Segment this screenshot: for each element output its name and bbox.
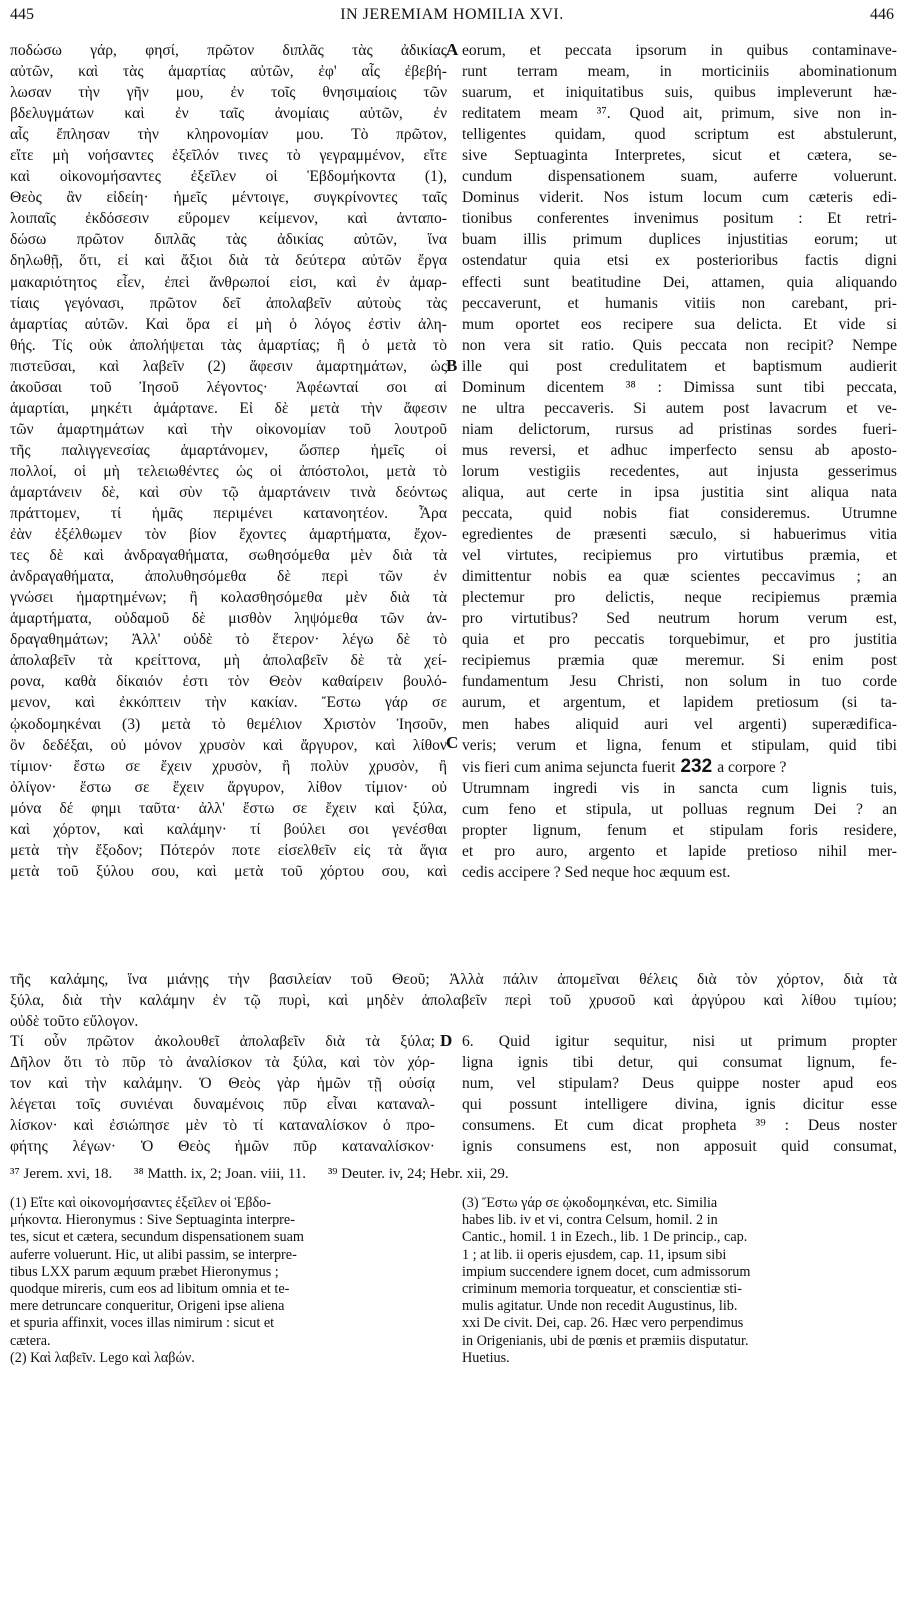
footnote-line: auferre voluerunt. Hic, ut alibi passim, se interpre- — [10, 1246, 297, 1263]
greek-text-line: καὶ χόρτον, καὶ καλάμην· τί βούλει σοι γενέσθαι — [10, 820, 447, 838]
latin-text-line: propter lignum, fenum et stipulam foris residere, — [462, 821, 897, 839]
latin-text-line: Dominus viderit. Nos istum locum cum cæteris edi- — [462, 189, 897, 207]
margin-marker-b: B — [446, 356, 458, 375]
footnote-line: (1) Εἴτε καὶ οἰκονομήσαντες ἐξεῖλεν οἱ Ἑβδο- — [10, 1195, 271, 1211]
latin-text-line: Utrumnam ingredi vis in sancta cum lignis tuis, — [462, 779, 897, 797]
latin-text-line: pro virtutibus? Sed neutrum horum verum est, — [462, 610, 897, 628]
latin-text-line: quia et pro peccatis torquebimur, et pro justitia — [462, 631, 897, 649]
page-number-right: 446 — [870, 6, 894, 23]
latin-text-line: Dominum dicentem ³⁸ : Dimissa sunt tibi peccata, — [462, 378, 897, 396]
greek-text-line: αἷς ἔπλησαν τὴν κληρονομίαν μου. Τὸ πρῶτον, — [10, 126, 447, 144]
greek-text-line: δώσω πρῶτον διπλᾶς τὰς ἀδικίας αὐτῶν, ἵνα — [10, 231, 447, 249]
greek-text-line: μόνα δέ φημι ταῦτα· ἀλλ' ἔστω σε ἔχειν καὶ ξύλα, — [10, 799, 447, 817]
greek-text-line: Δῆλον ὅτι τὸ πῦρ τὸ ἀναλίσκον τὰ ξύλα, καὶ τὸν χόρ- — [10, 1054, 435, 1072]
greek-text-line: τίμιον· ἔστω σε ἔχειν χρυσὸν, ἢ πολὺν χρυσὸν, ἢ — [10, 757, 447, 775]
greek-text-line: ὃν δεδέξαι, οὐ μόνον χρυσὸν καὶ ἄργυρον, καὶ λίθον — [10, 736, 447, 754]
footnote-line: tibus LXX parum æquum præbet Hieronymus ; — [10, 1263, 279, 1280]
footnote-line: 1 ; at lib. ii operis ejusdem, cap. 11, ipsum sibi — [462, 1246, 727, 1263]
greek-text-line: ἁμαρτίας αὐτῶν. Καὶ ὅρα εἰ μὴ ὁ λόγος ἐστὶν ἀλη- — [10, 315, 447, 333]
latin-text-line: recipiemus præmia quæ meremur. Si enim post — [462, 652, 897, 670]
reference-39: ³⁹ Deuter. iv, 24; Hebr. xii, 29. — [327, 1166, 509, 1182]
latin-text-line: ligna ignis tibi detur, qui consumat lignum, fe- — [462, 1054, 897, 1072]
page-header — [10, 6, 894, 28]
scripture-references — [10, 1166, 897, 1183]
greek-text-line: ἐὰν ἐξέλθωμεν τὸν βίον ἔχοντες ἁμαρτήματα, ἔχον- — [10, 526, 447, 544]
footnote-line: mere detruncare conqueritur, Origeni ipse aliena — [10, 1298, 285, 1315]
greek-text-line: Τί οὖν πρῶτον ἀκολουθεῖ ἀπολαβεῖν διὰ τὰ ξύλα; — [10, 1033, 435, 1050]
page-number-left: 445 — [10, 6, 34, 23]
greek-text-line: τες δὲ καὶ ἀνδραγαθήματα, σωθησόμεθα μὲν διὰ τὰ — [10, 547, 447, 565]
greek-text-line: ᾠκοδομηκέναι (3) μετὰ τὸ θεμέλιον Χριστὸν Ἰησοῦν, — [10, 715, 447, 733]
latin-text-line: egredientes de præsenti sæculo, si habuerimus vitia — [462, 526, 897, 544]
greek-text-line: γνώσει ἡμαρτημένων; ἢ κολασθησόμεθα μὲν διὰ τὰ — [10, 589, 447, 607]
greek-text-line: δραγαθημάτων; Ἀλλ' οὐδὲ τὸ ἕτερον· λέγω δὲ τὸ — [10, 631, 447, 649]
latin-text-line: eorum, et peccata ipsorum in quibus contaminave- — [462, 42, 897, 59]
latin-text-line: num, vel stipulam? Deus quippe noster apud eos — [462, 1075, 897, 1093]
margin-marker-c: C — [446, 733, 459, 752]
wide-text-line: οὐδὲ τοῦτο εὔλογον. — [10, 1013, 139, 1031]
greek-text-line: ὀλίγον· ἔστω σε ἔχειν ἄργυρον, λίθον τίμιον· οὐ — [10, 778, 447, 796]
latin-text-line: peccata, quid nobis fiat consideremus. Utrumne — [462, 505, 897, 523]
greek-text-line: καὶ οἰκονομήσαντες ἐξεῖλεν οἱ Ἑβδομήκοντα (1), — [10, 168, 447, 186]
footnote-line: Huetius. — [462, 1349, 510, 1366]
greek-text-line: πιστεῦσαι, καὶ λαβεῖν (2) ἄφεσιν ἁμαρτημάτων, ὡς — [10, 357, 447, 375]
greek-text-line: ρονα, καθὰ δίκαιόν ἐστι τὸν Θεὸν καθαίρειν βουλό- — [10, 673, 447, 691]
greek-text-line: ἁμαρτάνειν δὲ, καὶ σὺν τῷ ἁμαρτάνειν τινὰ δεόντως — [10, 483, 447, 501]
greek-text-line: αὐτῶν, καὶ τὰς ἁμαρτίας αὐτῶν, ἐφ' αἷς ἐβεβή- — [10, 63, 447, 81]
reference-37: ³⁷ Jerem. xvi, 18. — [10, 1166, 113, 1182]
greek-text-line: ποδώσω γάρ, φησί, πρῶτον διπλᾶς τὰς ἀδικίας — [10, 42, 447, 59]
latin-text-line: vel virtutes, recipiemus pro virtutibus præmia, et — [462, 547, 897, 565]
latin-text-line: ne ultra peccaveris. Si autem post lavacrum et ve- — [462, 399, 897, 417]
latin-text-line: men habes aliquid auri vel argenti) superædifica- — [462, 715, 897, 733]
latin-text-line: et pro auro, argento et lapide pretioso nihil mer- — [462, 842, 897, 860]
latin-text-line: aliqua, aut certe in ipsa justitia sint aliqua nata — [462, 483, 897, 501]
footnote-line: habes lib. iv et vi, contra Celsum, homil. 2 in — [462, 1212, 718, 1229]
latin-column — [462, 40, 897, 883]
greek-column — [10, 40, 447, 882]
inline-page-number: 232 — [680, 755, 713, 777]
greek-text-line: ἁμαρτήματα, οὐδαμοῦ δὲ μισθὸν ληψόμεθα τῶν ἀν- — [10, 610, 447, 628]
greek-text-line: λίσκον· καὶ ἐσιώπησε μὲν τὸ τί καταναλίσκον ὁ προ- — [10, 1117, 435, 1135]
wide-text-line: τῆς καλάμης, ἵνα μιάνῃς τὴν βασιλείαν τοῦ Θεοῦ; Ἀλλὰ πάλιν ἀπομεῖναι θέλεις διὰ τὸν χόρτον, διὰ τὰ — [10, 971, 897, 988]
greek-text-line: ἀκοῦσαι τοῦ Ἰησοῦ λέγοντος· Ἀφέωνταί σοι αἱ — [10, 378, 447, 396]
greek-text-line: πράττομεν, τί ἡμᾶς περιμένει κατανοητέον. Ἆρα — [10, 505, 447, 523]
latin-text-line: cum feno et stipula, ut polluas regnum Dei ? an — [462, 800, 897, 818]
latin-text-line: veris; verum et ligna, fenum et stipulam, quid tibi — [462, 736, 897, 754]
greek-text-line: ἀπολαβεῖν τὰ κρείττονα, μὴ ἀπολαβεῖν δὲ τὰ χεί- — [10, 652, 447, 670]
latin-text-line: effecti sunt beatitudine Dei, attamen, quia aliquando — [462, 273, 897, 291]
latin-text-line: mus reversi, et adhuc imperfecto sensu ab aposto- — [462, 441, 897, 459]
greek-column-lower — [10, 1031, 435, 1157]
footnote-line: xxi De civit. Dei, cap. 26. Hæc vero perpendimus — [462, 1315, 744, 1332]
reference-38: ³⁸ Matth. ix, 2; Joan. viii, 11. — [133, 1166, 307, 1182]
margin-marker-a: A — [446, 40, 459, 59]
footnote-line: et spuria affinxit, voces illas nimirum : sicut et — [10, 1315, 275, 1332]
latin-text-line: dimittentur nobis ea quæ scientes peccavimus ; an — [462, 568, 897, 586]
latin-text-line: peccaverunt, et humanis vitiis non carebant, pri- — [462, 294, 897, 312]
latin-text-line: mum oportet eos recipere sua delicta. Et vide si — [462, 315, 897, 333]
latin-text-line: fundamentum Jesu Christi, non solum in tuo corde — [462, 673, 897, 691]
greek-text-line: ἁμαρτίαι, μηκέτι ἁμάρτανε. Εἰ δὲ μετὰ τὴν ἄφεσιν — [10, 399, 447, 417]
greek-text-line: λέγεται τοῖς συνιέναι δυναμένοις πῦρ εἶναι καταναλ- — [10, 1096, 435, 1114]
latin-text-line: reditatem meam ³⁷. Quod ait, primum, sive non in- — [462, 105, 897, 123]
latin-text-line: plectemur pro delictis, neque recipiemus præmia — [462, 589, 897, 607]
footnotes-right — [462, 1195, 897, 1367]
greek-text-line: λωσαν τὴν γῆν μου, ἐν τοῖς θνησιμαίοις τῶν — [10, 84, 447, 102]
footnote-line: impium succendere ignem docet, cum admissorum — [462, 1263, 751, 1280]
latin-text-line: ignis consumens est, non apposuit quid consumat, — [462, 1138, 897, 1156]
latin-text-line: vis fieri cum anima sejuncta fuerit 232 a corpore ? — [462, 755, 787, 777]
latin-text-line: qui possunt intelligere divina, ignis dicitur esse — [462, 1096, 897, 1114]
greek-text-line: τον καὶ τὴν καλάμην. Ὁ Θεὸς γὰρ ἡμῶν τῇ οὐσίᾳ — [10, 1075, 435, 1093]
latin-text-line-tail: a corpore ? — [717, 758, 787, 776]
greek-text-line: δηλωθῇ, ὅτι, εἰ καὶ ἄξιοι διὰ τὰ δεύτερα αὐτῶν ἔργα — [10, 252, 447, 270]
latin-text-line: suarum, et iniquitatibus suis, quibus impleverunt hæ- — [462, 84, 897, 102]
footnote-line: μήκοντα. Hieronymus : Sive Septuaginta interpre- — [10, 1212, 295, 1229]
running-title: IN JEREMIAM HOMILIA XVI. — [340, 6, 564, 23]
greek-text-line: τίαις γεγόνασι, πρῶτον δεῖ ἀπολαβεῖν αὐτοὺς τὰς — [10, 294, 447, 312]
greek-text-line: μακαριότητος εἶεν, ἐπεὶ ἄνθρωποί εἰσι, καὶ ἐν ἁμαρ- — [10, 273, 447, 291]
footnote-line: quodque mireris, cum eos ad libitum omnia et te- — [10, 1281, 290, 1298]
footnote-line: (3) Ἔστω γάρ σε ᾠκοδομηκέναι, etc. Similia — [462, 1195, 718, 1211]
greek-text-line: μετὰ τὴν ἔξοδον; Πότερόν ποτε εἰσελθεῖν εἰς τὰ ἅγια — [10, 841, 447, 859]
greek-text-line: μετὰ τοῦ ξύλου σου, καὶ μετὰ τοῦ χόρτου σου, καὶ — [10, 862, 447, 880]
footnotes-left — [10, 1195, 435, 1367]
latin-text-line: buam illis primum duplices injustitias eorum; ut — [462, 231, 897, 249]
greek-text-line: βδελυγμάτων καὶ ἐν ταῖς ἀνομίαις αὐτῶν, ἐν — [10, 105, 447, 123]
footnote-line: in Origenianis, ubi de pœnis et præmiis disputatur. — [462, 1332, 749, 1349]
greek-text-line: θής. Τίς οὐκ ἀπολήψεται τὰς ἁμαρτίας; ἢ ὁ μετὰ τὸ — [10, 336, 447, 354]
latin-text-line: non vera sit ratio. Quis peccata non recipit? Nempe — [462, 336, 897, 354]
latin-text-line: cedis accipere ? Sed neque hoc æquum est. — [462, 863, 731, 881]
latin-text-line: tionibus conferentes invenimus positum : Et retri- — [462, 210, 897, 228]
latin-text-line: ostendatur quia etsi ex posterioribus factis digni — [462, 252, 897, 270]
latin-text-line: ille qui post credulitatem et baptismum audierit — [462, 357, 897, 375]
full-width-paragraph — [10, 969, 897, 1032]
footnote-line: mulis agitatur. Unde non recedit Augustinus, lib. — [462, 1298, 738, 1315]
margin-marker-d: D — [440, 1031, 453, 1050]
latin-text-line: consumens. Et cum dicat propheta ³⁹ : Deus noster — [462, 1117, 897, 1135]
latin-text-line: niam delictorum, rursus ad pristinas sordes fueri- — [462, 420, 897, 438]
footnote-line: Cantic., homil. 1 in Ezech., lib. 1 De princip., cap. — [462, 1229, 748, 1246]
footnote-line: tes, sicut et cætera, secundum dispensationem suam — [10, 1229, 304, 1246]
latin-text-line: sive Septuaginta Interpretes, sicut et cætera, se- — [462, 147, 897, 165]
greek-text-line: μενον, καὶ ἐκκόπτειν τὴν κακίαν. Ἔστω γάρ σε — [10, 694, 447, 712]
latin-text-line: 6. Quid igitur sequitur, nisi ut primum propter — [462, 1033, 897, 1050]
latin-text-line: lorum vestigiis recedentes, aut injusta gesserimus — [462, 462, 897, 480]
greek-text-line: λοιπαῖς ἐκδόσεσιν εὕρομεν κείμενον, καὶ ἀνταπο- — [10, 210, 447, 228]
footnote-line: cætera. — [10, 1332, 51, 1349]
greek-text-line: Θεὸς ἂν εἰδείη· ἡμεῖς μέντοιγε, συγκρίνοντες ταῖς — [10, 189, 447, 207]
greek-text-line: φήτης λέγων· Ὁ Θεὸς ἡμῶν πῦρ καταναλίσκον· — [10, 1138, 435, 1156]
latin-text-line: runt terram meam, in morticiniis abominationum — [462, 63, 897, 81]
greek-text-line: τῆς παλιγγενεσίας ἁμαρτάνομεν, ὥσπερ ἡμεῖς οἱ — [10, 441, 447, 459]
greek-text-line: πολλοί, οἱ μὴ τελειωθέντες ὡς οἱ ἀπόστολοι, μετὰ τὸ — [10, 462, 447, 480]
greek-text-line: τῶν ἁμαρτημάτων καὶ τὴν οἰκονομίαν τοῦ λουτροῦ — [10, 420, 447, 438]
greek-text-line: εἴτε μὴ νοήσαντες ἐξεῖλόν τινες τὸ γεγραμμένον, εἴτε — [10, 147, 447, 165]
footnote-line: criminum memoria torqueatur, et conscientiæ sti- — [462, 1281, 742, 1298]
wide-text-line: ξύλα, διὰ τὴν καλάμην ἐν τῷ πυρὶ, καὶ μηδὲν ἀπολαβεῖν περὶ τοῦ χρυσοῦ καὶ ἀργύρου καὶ λίθου τιμίου; — [10, 992, 897, 1010]
latin-text-line: cundum dispensationem suam, auferre voluerunt. — [462, 168, 897, 186]
latin-text-line: aurum, et argentum, et lapidem pretiosum (si ta- — [462, 694, 897, 712]
footnote-line: (2) Καὶ λαβεῖν. Lego καὶ λαβών. — [10, 1349, 195, 1366]
greek-text-line: ἀνδραγαθήματα, ἀπολυθησόμεθα δὲ περὶ τῶν ἐν — [10, 568, 447, 586]
latin-column-lower — [462, 1031, 897, 1157]
latin-text-line: telligentes quidam, quod scriptum est abstulerunt, — [462, 126, 897, 144]
